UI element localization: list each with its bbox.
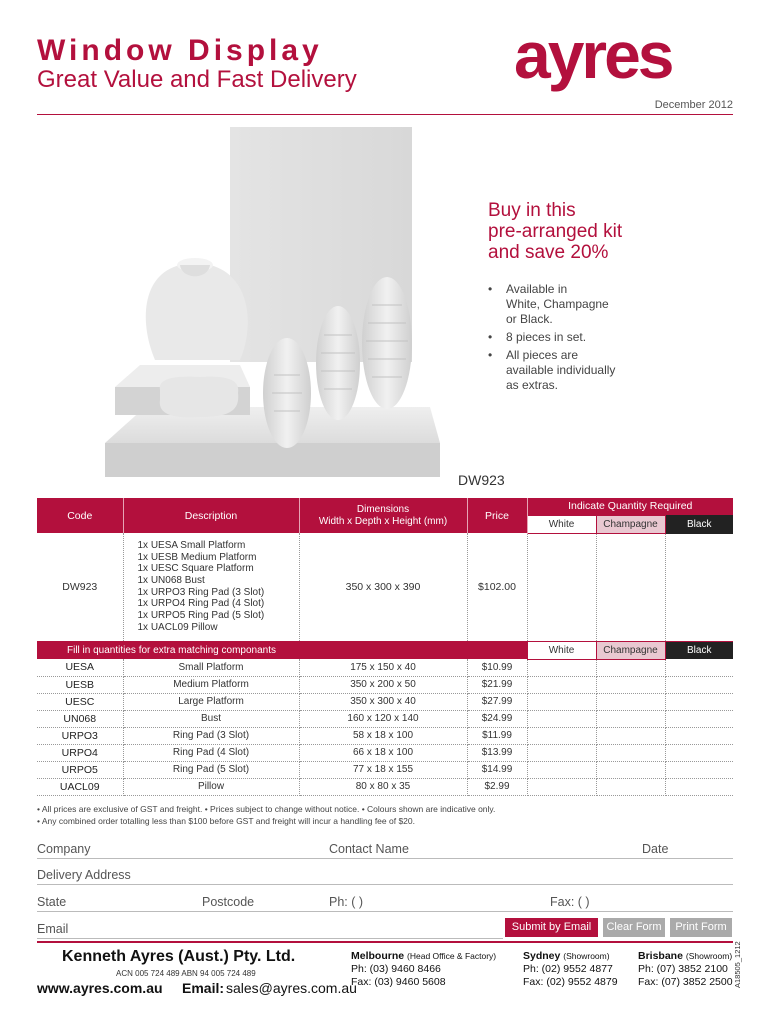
office-brisbane (638, 950, 733, 989)
qty-black-input[interactable] (665, 533, 733, 641)
col-header-dimensions (299, 498, 467, 533)
qty-white-input[interactable] (527, 659, 596, 676)
qty-champagne-input[interactable] (596, 778, 665, 795)
item-description: Small Platform (123, 659, 299, 676)
item-dimensions: 80 x 80 x 35 (299, 778, 467, 795)
item-price: $2.99 (467, 778, 527, 795)
company-name: Kenneth Ayres (Aust.) Pty. Ltd. (62, 948, 296, 965)
kit-item: 1x UN068 Bust (137, 575, 205, 587)
website-link[interactable]: www.ayres.com.au (37, 980, 163, 996)
qty-white-input[interactable] (527, 710, 596, 727)
item-dimensions: 77 x 18 x 155 (299, 761, 467, 778)
item-price: $27.99 (467, 693, 527, 710)
table-row (37, 693, 733, 710)
email-label: Email (37, 922, 69, 936)
table-row (37, 710, 733, 727)
kit-item: 1x UESC Square Platform (137, 563, 254, 575)
table-row (37, 676, 733, 693)
ayres-logo (512, 26, 734, 106)
bullet-line: • Available in (506, 282, 568, 296)
qty-champagne-input[interactable] (596, 744, 665, 761)
email-field[interactable] (37, 938, 503, 939)
office-city: Brisbane (638, 950, 683, 962)
phone-label: Ph: ( ) (329, 895, 364, 909)
item-description: Bust (123, 710, 299, 727)
product-image (100, 125, 460, 485)
col-header-champagne: Champagne (596, 515, 665, 533)
table-row (37, 727, 733, 744)
col-header-code: Code (37, 498, 123, 533)
postcode-label: Postcode (202, 895, 255, 909)
col-header-quantity: Indicate Quantity Required (527, 498, 733, 515)
item-code: UESB (37, 676, 123, 693)
office-note: (Head Office & Factory) (407, 951, 497, 961)
office-fax: Fax: (02) 9552 4879 (523, 976, 618, 988)
qty-champagne-input[interactable] (596, 761, 665, 778)
item-description: Pillow (123, 778, 299, 795)
kit-item: 1x URPO3 Ring Pad (3 Slot) (137, 586, 265, 598)
item-dimensions: 160 x 120 x 140 (299, 710, 467, 727)
office-city: Sydney (523, 950, 561, 962)
office-note: (Showroom) (685, 951, 733, 961)
email-label-footer: Email: (182, 980, 225, 996)
item-code: UACL09 (37, 778, 123, 795)
company-field[interactable] (37, 858, 733, 859)
date-label: Date (642, 842, 669, 856)
footer-divider (37, 941, 733, 943)
item-dimensions: 58 x 18 x 100 (299, 727, 467, 744)
qty-black-input[interactable] (665, 676, 733, 693)
table-row (37, 778, 733, 795)
contact-name-label: Contact Name (329, 842, 409, 856)
promo-line: pre-arranged kit (488, 221, 623, 242)
kit-item: 1x URPO5 Ring Pad (5 Slot) (137, 610, 265, 622)
bullet-line: or Black. (506, 312, 553, 326)
item-price: $13.99 (467, 744, 527, 761)
qty-white-input[interactable] (527, 676, 596, 693)
item-code: URPO3 (37, 727, 123, 744)
kit-price: $102.00 (467, 533, 527, 641)
qty-champagne-input[interactable] (596, 693, 665, 710)
kit-item: 1x UESB Medium Platform (137, 551, 257, 563)
item-code: URPO5 (37, 761, 123, 778)
extras-header-champagne: Champagne (596, 641, 665, 659)
qty-champagne-input[interactable] (596, 727, 665, 744)
extras-header-row (37, 641, 733, 659)
page-title: Window Display (37, 34, 323, 67)
qty-black-input[interactable] (665, 727, 733, 744)
print-form-button[interactable]: Print Form (670, 918, 732, 937)
qty-champagne-input[interactable] (596, 659, 665, 676)
note-line: • Any combined order totalling less than $100 before GST and freight will incur a handling fee of $20. (37, 816, 415, 826)
item-description: Ring Pad (5 Slot) (123, 761, 299, 778)
col-header-black: Black (665, 515, 733, 533)
item-price: $14.99 (467, 761, 527, 778)
bullet-line: • 8 pieces in set. (506, 330, 587, 344)
office-fax: Fax: (03) 9460 5608 (351, 976, 446, 988)
price-notes (37, 803, 495, 827)
item-description: Ring Pad (3 Slot) (123, 727, 299, 744)
kit-item: 1x URPO4 Ring Pad (4 Slot) (137, 598, 265, 610)
qty-white-input[interactable] (527, 693, 596, 710)
order-table (37, 498, 733, 796)
fax-label: Fax: ( ) (550, 895, 590, 909)
qty-black-input[interactable] (665, 744, 733, 761)
item-dimensions: 175 x 150 x 40 (299, 659, 467, 676)
bullet-line: available individually (506, 363, 616, 377)
item-dimensions: 350 x 200 x 50 (299, 676, 467, 693)
qty-black-input[interactable] (665, 693, 733, 710)
qty-white-input[interactable] (527, 744, 596, 761)
bullet-item (488, 348, 688, 393)
bullet-item (488, 282, 688, 327)
item-code: UESC (37, 693, 123, 710)
kit-label: DW923 (458, 472, 505, 488)
delivery-address-label: Delivery Address (37, 868, 131, 882)
table-row (37, 744, 733, 761)
bullet-line: as extras. (506, 378, 559, 392)
kit-description (123, 533, 299, 641)
issue-date: December 2012 (654, 99, 733, 111)
page-subtitle: Great Value and Fast Delivery (37, 66, 357, 93)
bullet-line: White, Champagne (506, 297, 609, 311)
delivery-address-field[interactable] (37, 884, 733, 885)
clear-form-button[interactable]: Clear Form (603, 918, 665, 937)
office-melbourne (351, 950, 496, 989)
office-phone: Ph: (03) 9460 8466 (351, 963, 441, 975)
qty-white-input[interactable] (527, 778, 596, 795)
promo-line: Buy in this (488, 200, 576, 221)
qty-champagne-input[interactable] (596, 710, 665, 727)
note-line: • All prices are exclusive of GST and freight. • Prices subject to change without notice. • Colours shown are indicative only. (37, 804, 496, 814)
email-link[interactable]: sales@ayres.com.au (226, 980, 357, 996)
dimensions-units: Width x Depth x Height (mm) (318, 515, 448, 527)
promo-headline (488, 200, 622, 263)
office-phone: Ph: (07) 3852 2100 (638, 963, 728, 975)
header-divider (37, 114, 733, 115)
item-description: Large Platform (123, 693, 299, 710)
qty-champagne-input[interactable] (596, 676, 665, 693)
table-row (37, 659, 733, 676)
qty-white-input[interactable] (527, 533, 596, 641)
qty-white-input[interactable] (527, 761, 596, 778)
document-code: A18505_1212 (733, 941, 742, 988)
svg-text:ayres: ayres (514, 26, 672, 92)
kit-code: DW923 (37, 533, 123, 641)
col-header-price: Price (467, 498, 527, 533)
item-price: $10.99 (467, 659, 527, 676)
submit-by-email-button[interactable]: Submit by Email (505, 918, 598, 937)
state-label: State (37, 895, 67, 909)
item-dimensions: 66 x 18 x 100 (299, 744, 467, 761)
item-description: Ring Pad (4 Slot) (123, 744, 299, 761)
qty-black-input[interactable] (665, 778, 733, 795)
office-sydney (523, 950, 618, 989)
item-code: UESA (37, 659, 123, 676)
office-note: (Showroom) (563, 951, 610, 961)
kit-item: 1x UESA Small Platform (137, 539, 246, 551)
item-description: Medium Platform (123, 676, 299, 693)
item-price: $24.99 (467, 710, 527, 727)
item-dimensions: 350 x 300 x 40 (299, 693, 467, 710)
extras-header-white: White (527, 641, 596, 659)
qty-black-input[interactable] (665, 710, 733, 727)
col-header-white: White (527, 515, 596, 533)
item-code: UN068 (37, 710, 123, 727)
kit-row (37, 533, 733, 641)
office-fax: Fax: (07) 3852 2500 (638, 976, 733, 988)
dimensions-label: Dimensions (356, 503, 410, 515)
qty-white-input[interactable] (527, 727, 596, 744)
promo-bullets (488, 282, 688, 396)
bullet-item (488, 330, 688, 345)
promo-line: and save 20% (488, 242, 609, 263)
item-code: URPO4 (37, 744, 123, 761)
company-registration: ACN 005 724 489 ABN 94 005 724 489 (116, 969, 256, 978)
company-label: Company (37, 842, 91, 856)
col-header-description: Description (123, 498, 299, 533)
kit-dimensions: 350 x 300 x 390 (299, 533, 467, 641)
item-price: $11.99 (467, 727, 527, 744)
state-postcode-phone-field[interactable] (37, 911, 733, 912)
qty-champagne-input[interactable] (596, 533, 665, 641)
office-phone: Ph: (02) 9552 4877 (523, 963, 613, 975)
office-city: Melbourne (351, 950, 405, 962)
qty-black-input[interactable] (665, 761, 733, 778)
extras-header-black: Black (665, 641, 733, 659)
table-row (37, 761, 733, 778)
extras-label: Fill in quantities for extra matching componants (37, 641, 527, 659)
bullet-line: • All pieces are (506, 348, 579, 362)
item-price: $21.99 (467, 676, 527, 693)
kit-item: 1x UACL09 Pillow (137, 621, 218, 633)
qty-black-input[interactable] (665, 659, 733, 676)
